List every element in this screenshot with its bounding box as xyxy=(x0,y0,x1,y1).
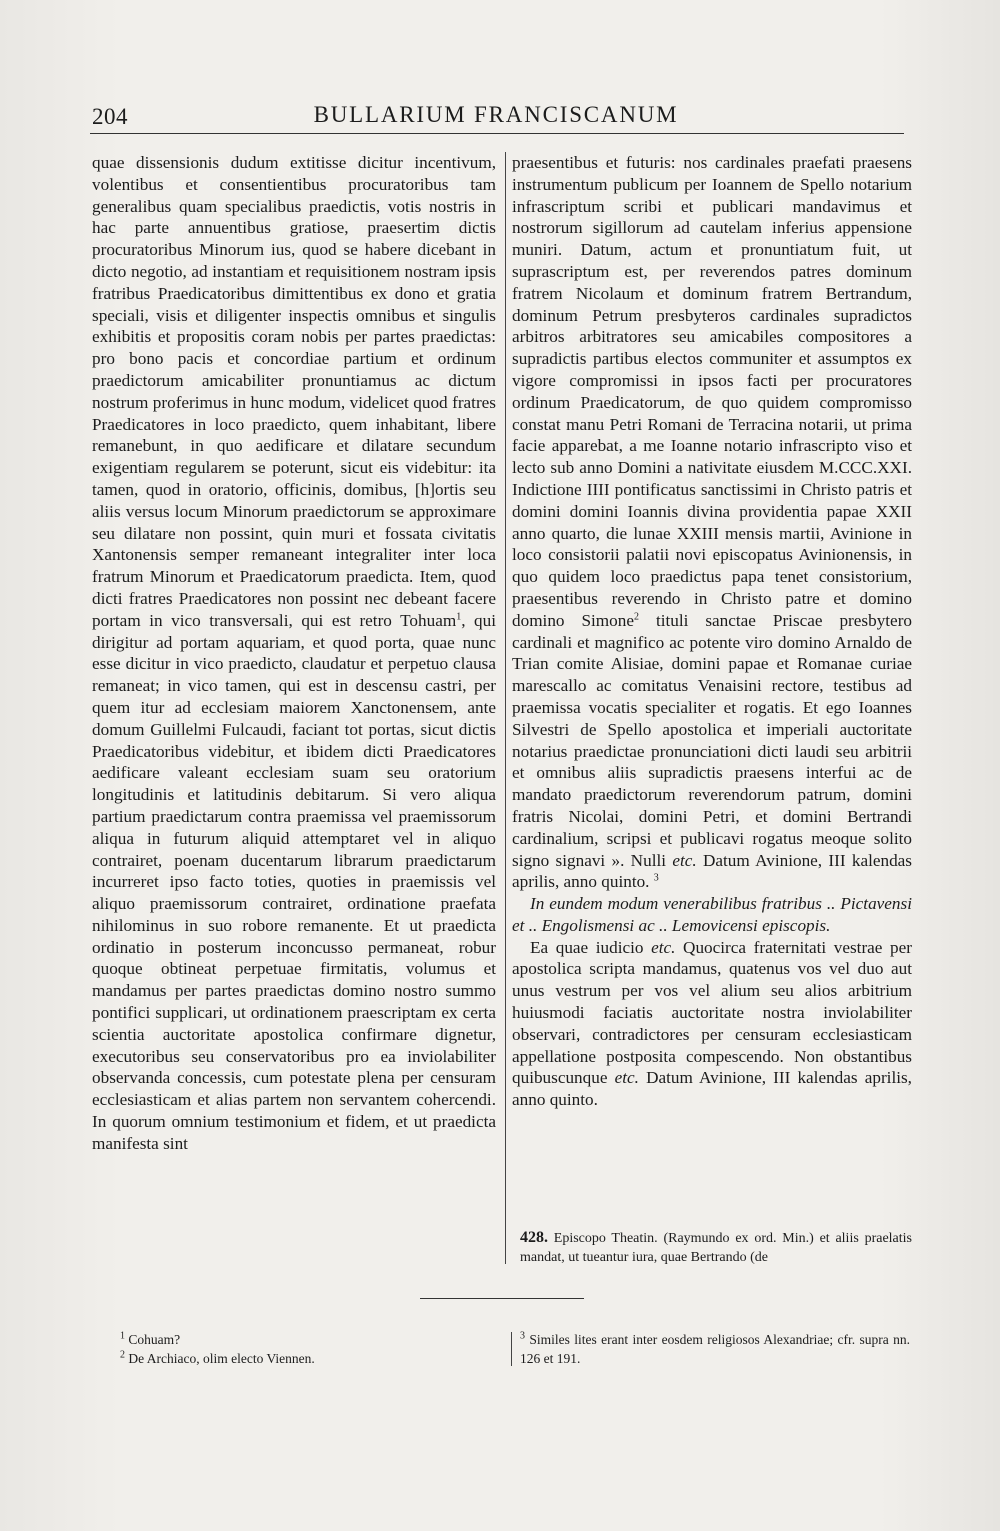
right-text-part-c: Datum Avinione, III kalendas aprilis, anno quinto. xyxy=(512,850,912,892)
footnote-divider xyxy=(511,1332,512,1366)
etc-abbrev: etc. xyxy=(643,937,676,957)
para2-part-b: Quocirca fraternitati vestrae per apostolica scripta mandamus, quatenus vos vel duo aut unus vestrum per vos vel alium seu alios arbitrium huiusmodi faciatis auctoritate nostra inviolabiliter observari, contradictores per censuram ecclesiasticam appellatione postposita compescendo. Non obstantibus quibuscunque xyxy=(512,937,912,1088)
left-column-paragraph xyxy=(92,152,496,1155)
footnote-rule xyxy=(420,1298,584,1299)
footnotes-right xyxy=(520,1330,910,1368)
right-column-paragraph-2 xyxy=(512,937,912,1111)
page-header xyxy=(88,100,904,132)
left-text-part1: quae dissensionis dudum extitisse dicitur incentivum, volentibus et consentientibus procuratoribus tam generalibus quam specialibus praedictis, votis nostris in hac parte annuentibus gratiose, praesertim dictis procuratoribus Minorum ius, quod se habere dicebant in dicto negotio, ad instantiam et requisitionem nostram ipsis fratribus Praedicatoribus dimittentibus ex dono et gratia speciali, visis et diligenter inspectis omnibus et singulis exhibitis et propositis coram nobis per partes praedictas: pro bono pacis et concordiae partium et ordinum praedictorum amicabiliter pronuntiamus ac dictum nostrum proferimus in hunc modum, videlicet quod fratres Praedicatores in loco praedicto, quem inhabitant, libere remanebunt, in quo aedificare et dilatare secundum exigentiam regularem se poterunt, sicut eis videbitur: ita tamen, quod in oratorio, officinis, domibus, [h]ortis seu aliis versus locum Minorum praedictorum se approximare seu dilatare non possint, quin muri et fossata civitatis Xantonensis semper remaneant integraliter inter loca fratrum Minorum et Praedicatorum praedicta. Item, quod dicti fratres Praedicatores non possint nec debeant facere portam in vico transversali, qui est retro Tohuam xyxy=(92,153,496,630)
left-text-part2: , qui dirigitur ad portam aquariam, et quod porta, quae nunc esse dicitur in vico praedicto, claudatur et perpetuo clausa remaneat; in vico tamen, qui est in descensu castri, per quem itur ad ecclesiam maiorem Xanctonensem, ante domum Guillelmi Fulcaudi, faciant tot portas, sicut dictis Praedicatoribus videbitur, et ibidem dicti Praedicatores aedificare valeant ecclesiam suam seu oratorium longitudinis et latitudinis debitarum. Si vero aliqua partium praedictarum contra praemissa vel praemissorum aliqua in futurum aliquid attemptaret vel in aliquo contrairet, poenam ducentarum librarum praedictarum incurreret ipso facto toties, quoties in praemissis vel aliquo praemissorum contrairet, ordinatione praefata nihilominus in suo robore remanente. Et ut praedicta ordinatio in posterum inconcusso permaneat, robur quoque obtineat perpetuae firmitatis, volumus et mandamus per partes praedictas domino nostro summo pontifici supplicari, ut ordinationem praescriptam ex certa scientia auctoritate apostolica confirmare dignetur, executoribus seu conservatoribus pro ea inviolabiliter observanda concessis, cum potestate plena per censuram ecclesiasticam et alias partem non servantem cohercendi. In quorum omnium testimonium et fidem, et ut praedicta manifesta sint xyxy=(92,610,496,1153)
footnote-marker-1: 1 xyxy=(456,611,462,622)
etc-abbrev: etc. xyxy=(607,1068,639,1088)
entry-summary: Episcopo Theatin. (Raymundo ex ord. Min.) et aliis praelatis mandat, ut tueantur iura, quae Bertrando (de xyxy=(520,1231,912,1265)
footnote-marker-2: 2 xyxy=(634,611,639,622)
running-title: BULLARIUM FRANCISCANUM xyxy=(313,102,679,127)
right-text-part-b: tituli sanctae Priscae presbytero cardinali et magnifico ac potente viro domino Arnaldo de Trian comite Alisiae, domini papae et Romanae curiae marescallo ac comitatus Venaisini rectore, testibus ad praemissa vocatis specialiter et rogatis. Et ego Ioannes Silvestri de Spello apostolica et imperiali auctoritate notarius praedictae pronunciationi dicti laudi seu arbitrii et omnibus aliis supradictis praesens interfui ac de mandato praedictorum reverendorum patrum, domini fratris Nicolai, domini Petri, et domini Bertrandi cardinalium, scripsi et publicavi rogatus meoque solito signo signavi ». Nulli xyxy=(512,610,913,870)
left-column xyxy=(92,152,496,1155)
footnote-2 xyxy=(120,1349,500,1368)
para2-part-c: Datum Avinione, III kalendas aprilis, anno quinto. xyxy=(512,1068,912,1110)
right-column-paragraph-1 xyxy=(512,152,912,893)
entry-number: 428. xyxy=(520,1229,548,1246)
entry-428 xyxy=(520,1228,912,1267)
footnote-2-mark: 2 xyxy=(120,1349,125,1361)
right-text-part-a: praesentibus et futuris: nos cardinales praefati praesens instrumentum publicum per Ioannem de Spello notarium infrascriptum scribi et publicari mandavimus et nostrorum sigillorum ad cautelam inferius appensione muniri. Datum, actum et pronuntiatum fuit, ut suprascriptum est, per reverendos patres dominum fratrem Nicolaum et dominum fratrem Bertrandum, dominum Petrum presbyteros cardinales supradictos arbitros arbitratores seu amicabiles compositores a supradictis partibus electos communiter et assumptos ex vigore compromissi in ipsos facti per procuratores ordinum Praedicatorum, de quo quidem compromisso constat manu Petri Romani de Terracina notarii, ut prima facie apparebat, a me Ioanne notario infrascripto viso et lecto sub anno Domini a nativitate eiusdem M.CCC.XXI. Indictione IIII pontificatus sanctissimi in Christo patris et domini domini Ioannis divina providentia papae XXII anno quarto, die lunae XXIII mensis martii, Avinione in loco consistorii palatii novi episcopatus Avinionensis, in quo quidem loco praedictus papa tenet consistorium, praesentibus reverendo in Christo patre et domino domino Simone xyxy=(512,153,912,630)
para2-part-a: Ea quae iudicio xyxy=(530,937,644,957)
header-rule xyxy=(90,133,904,134)
right-column xyxy=(512,152,912,1111)
footnote-2-text: De Archiaco, olim electo Viennen. xyxy=(125,1351,315,1366)
italic-address-paragraph: In eundem modum venerabilibus fratribus .. Pictavensi et .. Engolismensi ac .. Lemovicensi episcopis. xyxy=(512,894,912,935)
footnote-1-mark: 1 xyxy=(120,1330,125,1342)
footnote-1-text: Cohuam? xyxy=(125,1332,181,1347)
footnote-3 xyxy=(520,1330,910,1368)
footnotes-left xyxy=(120,1330,500,1368)
column-divider xyxy=(505,152,506,1264)
footnote-3-mark: 3 xyxy=(520,1330,525,1342)
footnote-3-text: Similes lites erant inter eosdem religiosos Alexandriae; cfr. supra nn. 126 et 191. xyxy=(520,1332,910,1366)
etc-abbrev: etc. xyxy=(666,850,697,870)
page-number: 204 xyxy=(92,104,128,129)
footnote-1 xyxy=(120,1330,500,1349)
footnote-marker-3: 3 xyxy=(653,872,659,884)
